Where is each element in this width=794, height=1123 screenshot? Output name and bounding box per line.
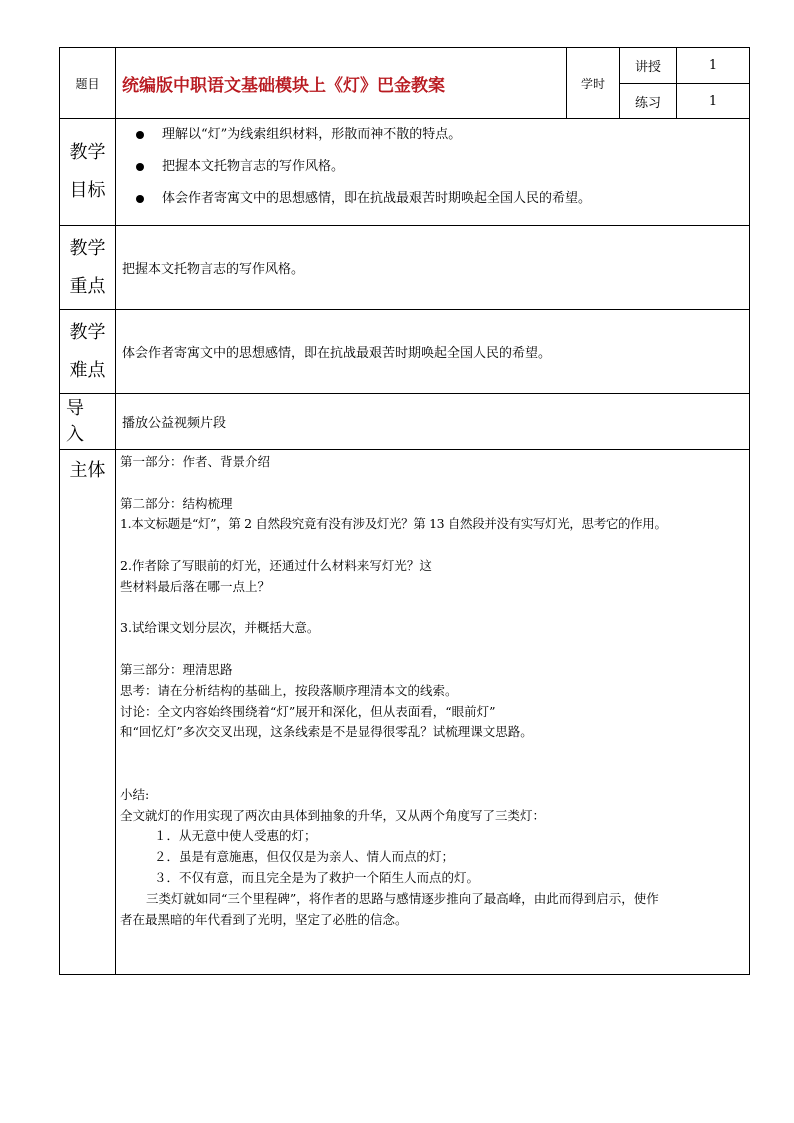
discuss-line2: 和“回忆灯”多次交叉出现，这条线索是不是显得很零乱？试梳理课文思路。 [120,724,533,740]
intro-row [60,394,750,450]
lesson-plan-document [59,47,749,975]
discuss-line1: 讨论：全文内容始终围绕着“灯”展开和深化，但从表面看，“眼前灯” [120,703,496,719]
key-points-label [60,226,116,310]
intro-label-line2: 入 [66,423,84,445]
key-points-text: 把握本文托物言志的写作风格。 [116,226,750,310]
goals-label [60,119,116,226]
key-points-label-line2: 重点 [69,275,106,297]
lamp-item-2: ２．虽是有意施惠，但仅仅是为亲人、情人而点的灯； [154,849,455,865]
difficulties-label [60,310,116,394]
lamp-item-1: １．从无意中使人受惠的灯； [154,828,317,844]
intro-label [60,394,116,450]
lamp-item-3: ３．不仅有意，而且完全是为了救护一个陌生人而点的灯。 [154,869,480,885]
question-3: 3.试给课文划分层次，并概括大意。 [120,620,320,636]
goals-label-line2: 目标 [69,180,106,201]
goals-row [60,119,750,226]
difficulties-label-line1: 教学 [69,321,106,343]
think-prompt: 思考：请在分析结构的基础上，按段落顺序理清本文的线索。 [120,682,458,698]
intro-text: 播放公益视频片段 [116,394,750,450]
main-label: 主体 [60,450,116,975]
intro-label-line1: 导 [66,397,84,419]
conclusion-line2: 者在最黑暗的年代看到了光明，坚定了必胜的信念。 [120,911,408,927]
bullet-icon [136,195,144,203]
conclusion-line1: 三类灯就如同“三个里程碑”，将作者的思路与感情逐步推向了最高峰，由此而得到启示，使作 [146,890,659,906]
goals-label-line1: 教学 [69,142,106,163]
goal-item: 体会作者寄寓文中的思想感情，即在抗战最艰苦时期唤起全国人民的希望。 [116,183,749,215]
key-points-row [60,226,750,310]
bullet-icon [136,131,144,139]
lecture-label: 讲授 [620,48,677,84]
practice-value: 1 [677,84,750,119]
goal-item: 把握本文托物言志的写作风格。 [116,151,749,183]
goal-item: 理解以“灯”为线索组织材料，形散而神不散的特点。 [116,119,749,151]
difficulties-row [60,310,750,394]
part3-heading: 第三部分：理清思路 [120,661,233,677]
header-row-1 [60,48,750,84]
goals-content [116,119,750,226]
difficulties-label-line2: 难点 [69,359,106,381]
summary-intro: 全文就灯的作用实现了两次由具体到抽象的升华，又从两个角度写了三类灯： [120,807,546,823]
summary-label: 小结: [120,786,150,802]
topic-label: 题目 [60,48,116,119]
hours-label: 学时 [567,48,620,119]
page-title: 统编版中职语文基础模块上《灯》巴金教案 [116,48,567,119]
key-points-label-line1: 教学 [69,237,106,259]
main-content [116,450,750,975]
lecture-value: 1 [677,48,750,84]
part2-heading: 第二部分：结构梳理 [120,495,233,511]
difficulties-text: 体会作者寄寓文中的思想感情，即在抗战最艰苦时期唤起全国人民的希望。 [116,310,750,394]
part1-heading: 第一部分：作者、背景介绍 [120,454,271,469]
main-row [60,450,750,975]
practice-label: 练习 [620,84,677,119]
lesson-plan-table [59,47,750,975]
question-2-line1: 2.作者除了写眼前的灯光，还通过什么材料来写灯光？这 [120,557,432,573]
goals-list [116,119,749,215]
question-2-line2: 些材料最后落在哪一点上？ [120,578,271,594]
bullet-icon [136,163,144,171]
question-1: 1.本文标题是“灯”，第 2 自然段究竟有没有涉及灯光？第 13 自然段并没有实写灯光，思考它的作用。 [120,516,667,532]
